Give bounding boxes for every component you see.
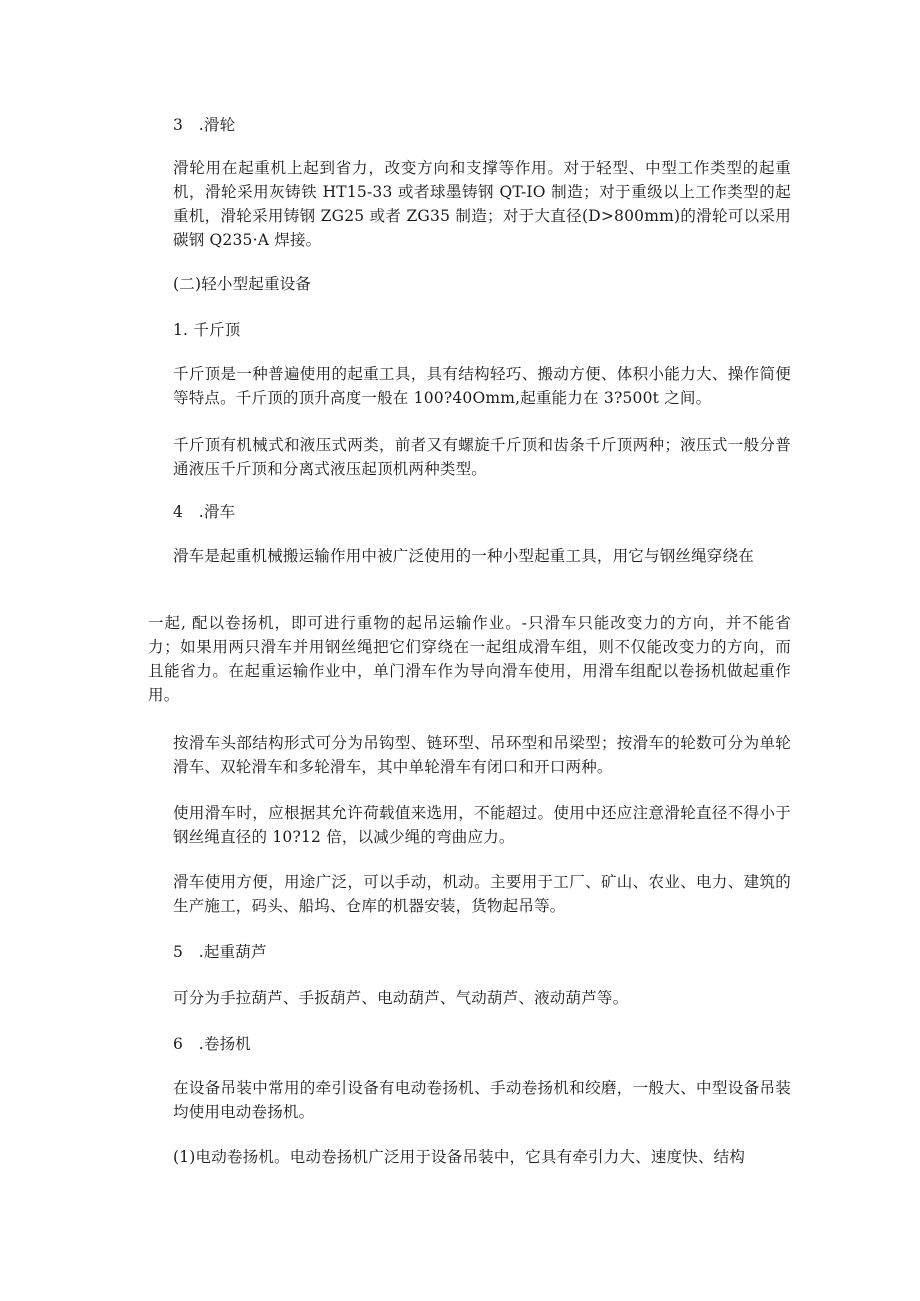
paragraph-pulley: 滑轮用在起重机上起到省力，改变方向和支撑等作用。对于轻型、中型工作类型的起重机，滑轮采用灰铸铁 HT15-33 或者球墨铸钢 QT-IO 制造；对于重级以上工作类型的起重机，滑轮采用铸钢 ZG25 或者 ZG35 制造；对于大直径(D>800mm)的滑轮可以采用碳钢 Q235·A 焊接。	[173, 159, 791, 249]
paragraph-block-3: 按滑车头部结构形式可分为吊钩型、链环型、吊环型和吊梁型；按滑车的轮数可分为单轮滑车、双轮滑车和多轮滑车，其中单轮滑车有闭口和开口两种。	[173, 734, 791, 776]
paragraph-block-4: 使用滑车时，应根据其允许荷载值来选用，不能超过。使用中还应注意滑轮直径不得小于钢丝绳直径的 10?12 倍，以减少绳的弯曲应力。	[173, 804, 791, 846]
paragraph-block-5: 滑车使用方便，用途广泛，可以手动，机动。主要用于工厂、矿山、农业、电力、建筑的生产施工，码头、船坞、仓库的机器安装，货物起吊等。	[173, 873, 791, 915]
paragraph-block-1: 滑车是起重机械搬运输作用中被广泛使用的一种小型起重工具，用它与钢丝绳穿绕在	[173, 547, 754, 565]
paragraph-winch-1: 在设备吊装中常用的牵引设备有电动卷扬机、手动卷扬机和绞磨，一般大、中型设备吊装均使用电动卷扬机。	[173, 1079, 791, 1121]
paragraph-jack-1: 千斤顶是一种普遍使用的起重工具，具有结构轻巧、搬动方便、体积小能力大、操作简便等特点。千斤顶的顶升高度一般在 100?40Omm,起重能力在 3?500t 之间。	[173, 365, 791, 407]
paragraph-block-2: 一起, 配以卷扬机，即可进行重物的起吊运输作业。-只滑车只能改变力的方向，并不能省力；如果用两只滑车并用钢丝绳把它们穿绕在一起组成滑车组，则不仅能改变力的方向，而且能省力。在起重运输作业中，单门滑车作为导向滑车使用，用滑车组配以卷扬机做起重作用。	[148, 614, 791, 704]
heading-winch: 6 .卷扬机	[173, 1035, 251, 1053]
paragraph-jack-2: 千斤顶有机械式和液压式两类，前者又有螺旋千斤顶和齿条千斤顶两种；液压式一般分普通液压千斤顶和分离式液压起顶机两种类型。	[173, 436, 791, 478]
heading-jack: 1. 千斤顶	[173, 321, 241, 339]
heading-hoist: 5 .起重葫芦	[173, 943, 267, 961]
paragraph-winch-2: (1)电动卷扬机。电动卷扬机广泛用于设备吊装中，它具有牵引力大、速度快、结构	[173, 1148, 746, 1166]
heading-light-lifting-equipment: (二)轻小型起重设备	[173, 275, 312, 293]
heading-pulley: 3 .滑轮	[173, 116, 236, 134]
heading-block: 4 .滑车	[173, 503, 236, 521]
paragraph-hoist: 可分为手拉葫芦、手扳葫芦、电动葫芦、气动葫芦、液动葫芦等。	[173, 989, 629, 1007]
